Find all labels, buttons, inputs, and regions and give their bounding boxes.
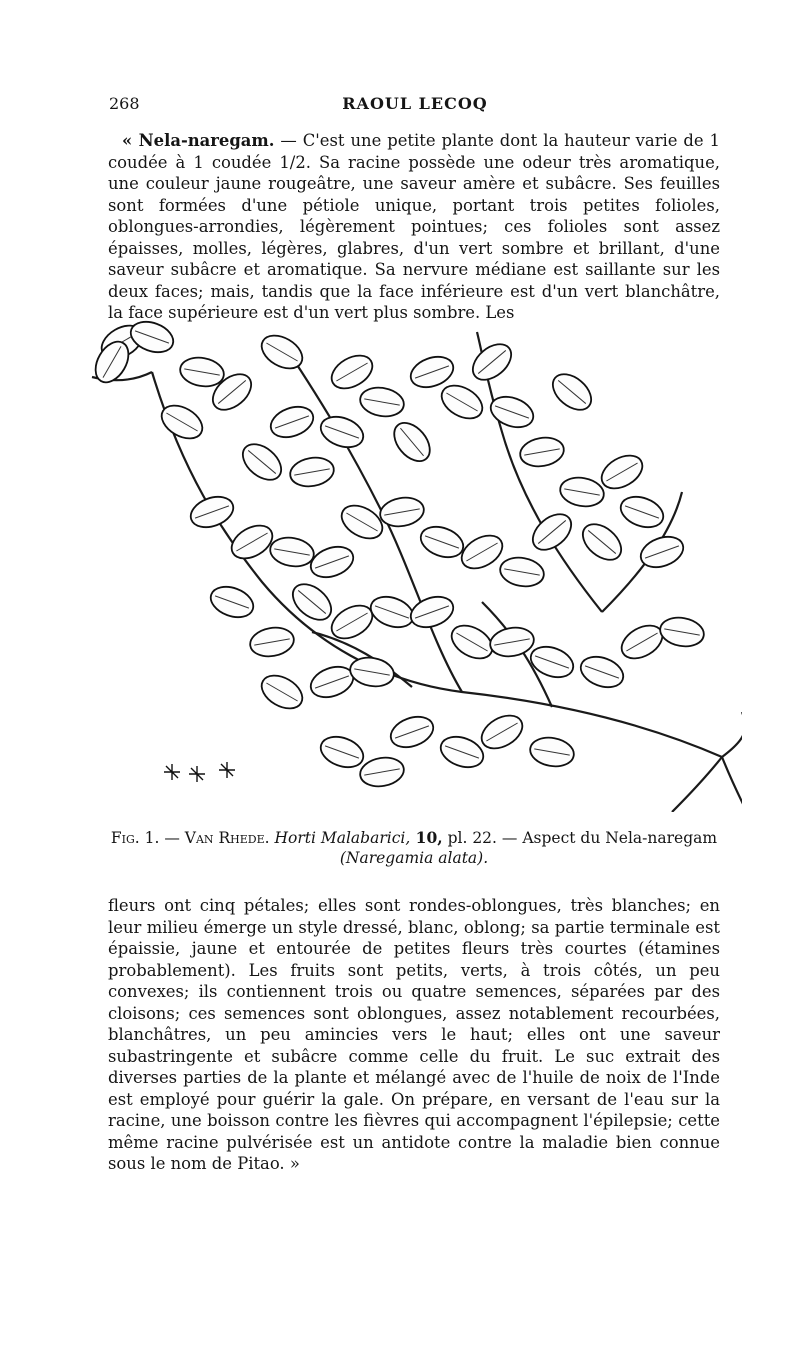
plant-stem (722, 712, 742, 757)
caption-fig-label: Fig. 1. (110, 829, 160, 847)
caption-author: Van Rhede. (184, 829, 270, 847)
running-header (109, 94, 721, 122)
plant-stem (722, 757, 742, 812)
flower-sketch (219, 762, 235, 778)
entry-heading: « Nela-naregam. (122, 131, 275, 150)
flower-sketch (164, 764, 180, 780)
caption-species: (Naregamia alata). (339, 849, 489, 867)
plant-stem (672, 757, 722, 812)
caption-dash: — (159, 829, 185, 847)
caption-volume: 10, (410, 828, 443, 847)
caption-plate: pl. 22. — Aspect du Nela-naregam (442, 829, 718, 847)
page-number: 268 (109, 94, 140, 113)
caption-work: Horti Malabarici, (269, 829, 411, 847)
plant-engraving (82, 312, 742, 812)
flower-sketch (189, 766, 205, 782)
paragraph-1 (108, 130, 720, 324)
plant-illustration (82, 312, 742, 812)
running-title: RAOUL LECOQ (342, 94, 488, 113)
paragraph-2: fleurs ont cinq pétales; elles sont rondes-oblongues, très blanches; en leur milieu émerge un style dressé, blanc, oblong; sa partie terminale est épaissie, jaune et entourée de petites fleurs très courtes (étamines probablement). Les fruits sont petits, verts, à trois côtés, un peu convexes; ils contiennent trois ou quatre semences, séparées par des cloisons; ces semences sont oblongues, assez notablement recourbées, blanchâtres, un peu amincies vers le haut; elles ont une saveur subastringente et subâcre comme celle du fruit. Le suc extrait des diverses parties de la plante et mélangé avec de l'huile de noix de l'Inde est employé pour guérir la gale. On prépare, en versant de l'eau sur la racine, une boisson contre les fièvres qui accompagnent l'épilepsie; cette même racine pulvérisée est un antidote contre la maladie bien connue sous le nom de Pitao. » (108, 896, 720, 1173)
plant-stem (152, 372, 722, 757)
paragraph-1-text: — C'est une petite plante dont la hauteur varie de 1 coudée à 1 coudée 1/2. Sa racine possède une odeur très aromatique, une couleur jaune rougeâtre, une saveur amère et subâcre. Ses feuilles sont formées d'une pétiole unique, portant trois petites folioles, oblongues-arrondies, légèrement pointues; ces folioles sont assez épaisses, molles, légères, glabres, d'un vert sombre et brillant, d'une saveur subâcre et aromatique. Sa nervure médiane est saillante sur les deux faces; mais, tandis que la face inférieure est d'un vert blanchâtre, la face supérieure est d'un vert plus sombre. Les (108, 131, 720, 322)
figure-caption (108, 828, 720, 868)
